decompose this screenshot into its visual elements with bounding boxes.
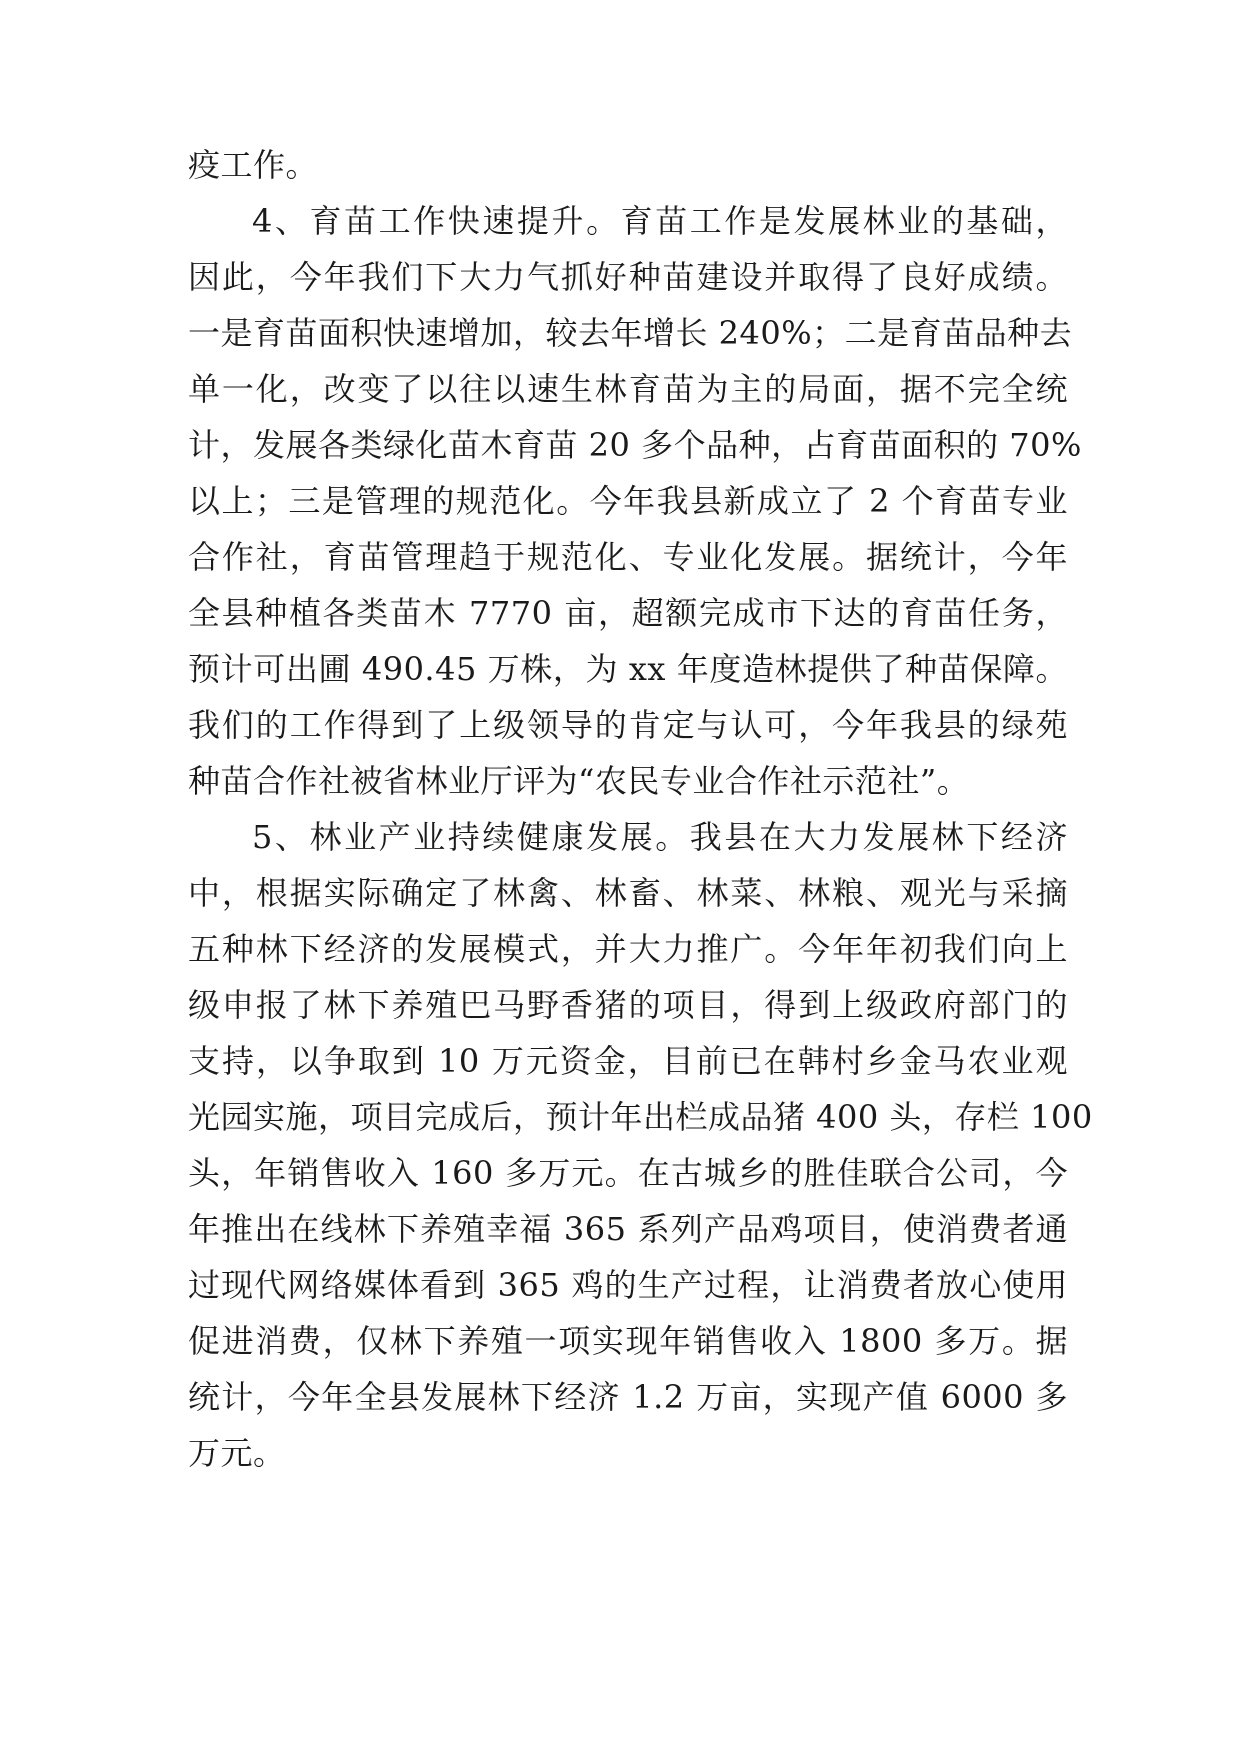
paragraph-4-heading-line: 4、育苗工作快速提升。育苗工作是发展林业的基础， xyxy=(252,202,1068,240)
text-line: 我们的工作得到了上级领导的肯定与认可，今年我县的绿苑 xyxy=(188,706,1068,744)
text-line: 头，年销售收入 160 多万元。在古城乡的胜佳联合公司，今 xyxy=(188,1154,1068,1192)
text-line: 级申报了林下养殖巴马野香猪的项目，得到上级政府部门的 xyxy=(188,986,1068,1024)
text-line: 预计可出圃 490.45 万株，为 xx 年度造林提供了种苗保障。 xyxy=(188,650,1068,688)
text-line: 支持，以争取到 10 万元资金，目前已在韩村乡金马农业观 xyxy=(188,1042,1068,1080)
text-line: 统计，今年全县发展林下经济 1.2 万亩，实现产值 6000 多 xyxy=(188,1378,1068,1416)
text-line: 中，根据实际确定了林禽、林畜、林菜、林粮、观光与采摘 xyxy=(188,874,1068,912)
text-line: 疫工作。 xyxy=(188,146,319,184)
text-line: 以上；三是管理的规范化。今年我县新成立了 2 个育苗专业 xyxy=(188,482,1068,520)
text-line: 单一化，改变了以往以速生林育苗为主的局面，据不完全统 xyxy=(188,370,1068,408)
text-line: 全县种植各类苗木 7770 亩，超额完成市下达的育苗任务， xyxy=(188,594,1068,632)
text-line: 合作社，育苗管理趋于规范化、专业化发展。据统计，今年 xyxy=(188,538,1068,576)
text-line: 五种林下经济的发展模式，并大力推广。今年年初我们向上 xyxy=(188,930,1068,968)
text-line: 光园实施，项目完成后，预计年出栏成品猪 400 头，存栏 100 xyxy=(188,1098,1093,1136)
text-line: 种苗合作社被省林业厅评为“农民专业合作社示范社”。 xyxy=(188,762,970,800)
paragraph-5-heading-line: 5、林业产业持续健康发展。我县在大力发展林下经济 xyxy=(252,818,1068,856)
text-line: 促进消费，仅林下养殖一项实现年销售收入 1800 多万。据 xyxy=(188,1322,1068,1360)
text-line: 年推出在线林下养殖幸福 365 系列产品鸡项目，使消费者通 xyxy=(188,1210,1068,1248)
text-line: 过现代网络媒体看到 365 鸡的生产过程，让消费者放心使用 xyxy=(188,1266,1068,1304)
text-line: 一是育苗面积快速增加，较去年增长 240%；二是育苗品种去 xyxy=(188,314,1073,352)
text-line: 因此，今年我们下大力气抓好种苗建设并取得了良好成绩。 xyxy=(188,258,1068,296)
text-line: 计，发展各类绿化苗木育苗 20 多个品种，占育苗面积的 70% xyxy=(188,426,1082,464)
text-line: 万元。 xyxy=(188,1434,286,1472)
